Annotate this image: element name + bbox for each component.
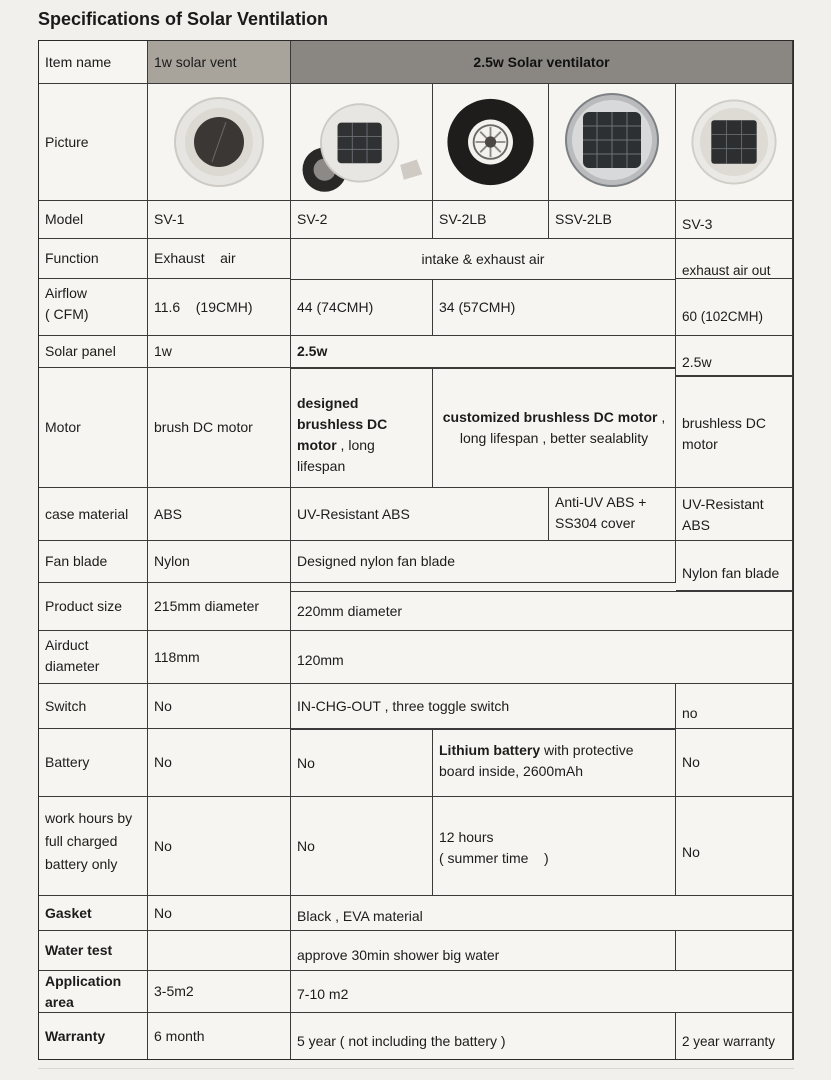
airduct-label-line2: diameter	[45, 658, 100, 674]
switch-label: Switch	[39, 684, 148, 729]
solar-vent-1w-image	[164, 92, 274, 192]
workhours-sv2: No	[291, 797, 433, 896]
motor-label: Motor	[39, 368, 148, 488]
battery-sv3: No	[676, 729, 793, 797]
col-1w-header: 1w solar vent	[148, 41, 291, 84]
fan-sv3: Nylon fan blade	[676, 541, 793, 591]
motor-sv2lb-rest-1: ,	[657, 409, 666, 425]
solar-vent-sv2-image	[297, 87, 426, 197]
function-sv2-group: intake & exhaust air	[291, 239, 676, 279]
motor-sv2lb-rest-2: long lifespan , better sealablity	[459, 430, 649, 446]
switch-sv3: no	[676, 684, 793, 729]
water-sv1	[148, 931, 291, 971]
battery-sv2: No	[291, 729, 433, 797]
col-2-5w-header: 2.5w Solar ventilator	[291, 41, 793, 84]
model-sv1: SV-1	[148, 201, 291, 239]
case-sv1: ABS	[148, 488, 291, 541]
motor-sv1: brush DC motor	[148, 368, 291, 488]
airflow-sv3: 60 (102CMH)	[676, 279, 793, 336]
page-bottom-edge	[38, 1068, 794, 1069]
model-sv2: SV-2	[291, 201, 433, 239]
battery-sv2lb-bold: Lithium battery	[439, 742, 541, 758]
airflow-sv2lb: 34 (57CMH)	[433, 279, 676, 336]
fan-sv1: Nylon	[148, 541, 291, 583]
fan-sv2-group: Designed nylon fan blade	[291, 541, 676, 583]
battery-label: Battery	[39, 729, 148, 797]
battery-sv2lb-rest: with protective board inside, 2600mAh	[439, 742, 634, 779]
airduct-sv2-group: 120mm	[291, 631, 793, 684]
model-ssv2lb: SSV-2LB	[549, 201, 676, 239]
workhours-sv2lb	[433, 797, 676, 896]
model-sv2lb: SV-2LB	[433, 201, 549, 239]
function-label: Function	[39, 239, 148, 279]
warranty-sv1: 6 month	[148, 1013, 291, 1059]
application-area-label: Application area	[39, 971, 148, 1013]
solar-sv3: 2.5w	[676, 336, 793, 376]
airflow-label-line2: ( CFM)	[45, 306, 89, 322]
application-sv2-group: 7-10 m2	[291, 971, 793, 1013]
page-title: Specifications of Solar Ventilation	[38, 9, 329, 29]
spec-table	[38, 40, 794, 1060]
switch-sv2-group: IN-CHG-OUT , three toggle switch	[291, 684, 676, 729]
solar-vent-ssv2lb-image	[557, 92, 667, 192]
water-sv3	[676, 931, 793, 971]
motor-sv2-bold: designed brushless DC motor	[297, 395, 388, 453]
switch-sv1: No	[148, 684, 291, 729]
picture-sv2lb	[433, 84, 549, 201]
work-hours-label: work hours by full charged battery only	[39, 797, 148, 896]
function-sv1: Exhaust air	[148, 239, 291, 279]
airflow-sv1: 11.6 (19CMH)	[148, 279, 291, 336]
airduct-sv1: 118mm	[148, 631, 291, 684]
warranty-sv3: 2 year warranty	[676, 1013, 793, 1059]
airflow-label-line1: Airflow	[45, 285, 88, 301]
solar-vent-sv2lb-image	[439, 92, 542, 192]
model-label: Model	[39, 201, 148, 239]
picture-ssv2lb	[549, 84, 676, 201]
case-ssv2lb-line1: Anti-UV ABS +	[555, 494, 647, 510]
solar-vent-sv3-image	[682, 92, 786, 192]
workhours-sv2lb-line1: 12 hours	[439, 829, 494, 845]
picture-label: Picture	[39, 84, 148, 201]
size-sv1: 215mm diameter	[148, 583, 291, 631]
solar-panel-label: Solar panel	[39, 336, 148, 368]
water-sv2-group: approve 30min shower big water	[291, 931, 676, 971]
picture-sv2	[291, 84, 433, 201]
motor-sv2	[291, 368, 433, 488]
airduct-label-line1: Airduct	[45, 637, 89, 653]
airduct-label	[39, 631, 148, 684]
workhours-sv1: No	[148, 797, 291, 896]
product-size-label: Product size	[39, 583, 148, 631]
warranty-label: Warranty	[39, 1013, 148, 1059]
case-sv2-group: UV-Resistant ABS	[291, 488, 549, 541]
picture-sv1	[148, 84, 291, 201]
case-ssv2lb-line2: SS304 cover	[555, 515, 636, 531]
airflow-sv2: 44 (74CMH)	[291, 279, 433, 336]
water-test-label: Water test	[39, 931, 148, 971]
case-ssv2lb	[549, 488, 676, 541]
motor-sv2-rest: , long lifespan	[297, 437, 375, 474]
case-material-label: case material	[39, 488, 148, 541]
battery-sv1: No	[148, 729, 291, 797]
case-sv3: UV-Resistant ABS	[676, 488, 793, 541]
size-sv2-group: 220mm diameter	[291, 591, 793, 631]
application-sv1: 3-5m2	[148, 971, 291, 1013]
gasket-sv1: No	[148, 896, 291, 931]
model-sv3: SV-3	[676, 201, 793, 239]
solar-sv2-group: 2.5w	[291, 336, 676, 368]
workhours-sv3: No	[676, 797, 793, 896]
picture-sv3	[676, 84, 793, 201]
gasket-sv2-group: Black , EVA material	[291, 896, 793, 931]
item-name-header: Item name	[39, 41, 148, 84]
airflow-label	[39, 279, 148, 336]
motor-sv3: brushless DC motor	[676, 376, 793, 488]
gasket-label: Gasket	[39, 896, 148, 931]
motor-sv2lb	[433, 368, 676, 488]
solar-sv1: 1w	[148, 336, 291, 368]
fan-blade-label: Fan blade	[39, 541, 148, 583]
workhours-sv2lb-line2: ( summer time )	[439, 850, 549, 866]
warranty-sv2-group: 5 year ( not including the battery )	[291, 1013, 676, 1059]
motor-sv2lb-bold: customized brushless DC motor	[442, 409, 658, 425]
function-sv3: exhaust air out	[676, 239, 793, 279]
battery-sv2lb	[433, 729, 676, 797]
